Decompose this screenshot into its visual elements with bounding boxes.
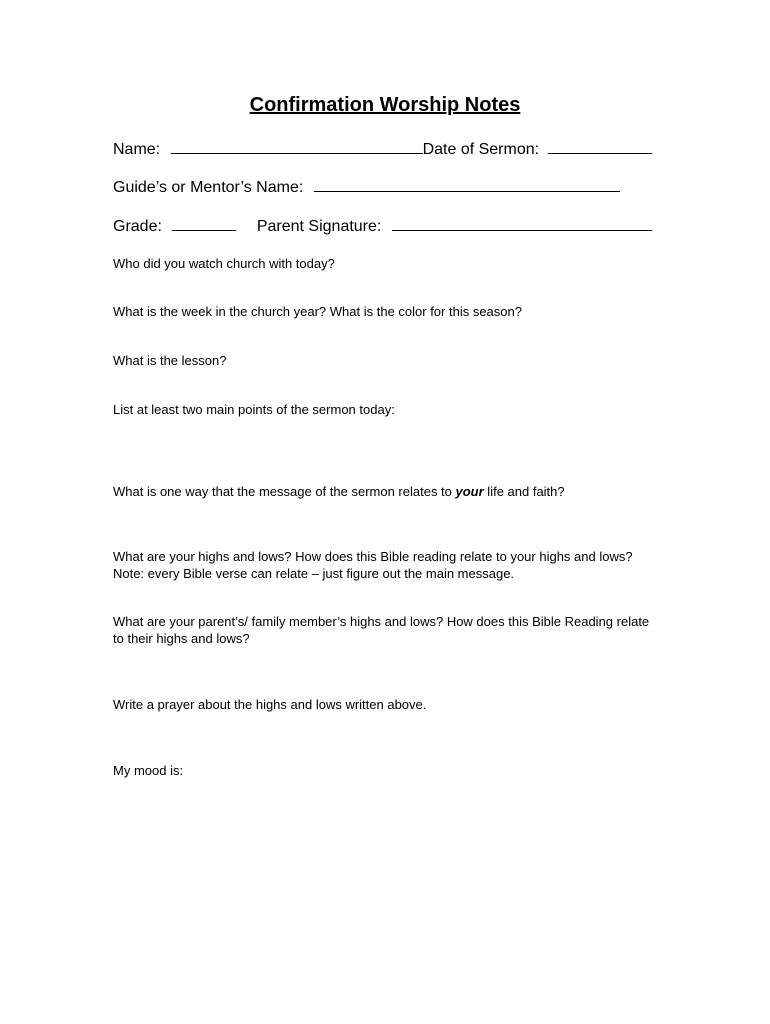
- question-sermon-points: List at least two main points of the sermon today:: [113, 402, 395, 417]
- question-sermon-relates-text-1: What is one way that the message of the sermon relates to: [113, 484, 456, 499]
- question-sermon-relates-text-2: life and faith?: [483, 484, 565, 499]
- name-date-row: [113, 139, 652, 160]
- guide-label: Guide’s or Mentor’s Name:: [113, 179, 304, 196]
- question-sermon-relates-emphasis: your: [455, 484, 484, 499]
- question-sermon-relates: [113, 483, 653, 500]
- guide-row: [113, 177, 620, 198]
- question-who-watched: Who did you watch church with today?: [113, 256, 335, 271]
- page-title: Confirmation Worship Notes: [249, 94, 521, 116]
- date-blank[interactable]: [548, 139, 652, 154]
- name-blank[interactable]: [171, 139, 423, 154]
- grade-blank[interactable]: [172, 216, 236, 231]
- question-prayer: Write a prayer about the highs and lows written above.: [113, 697, 427, 712]
- question-mood: My mood is:: [113, 763, 184, 778]
- grade-label: Grade:: [113, 218, 162, 235]
- parent-signature-label: Parent Signature:: [256, 218, 382, 235]
- question-highs-lows: What are your highs and lows? How does this Bible reading relate to your highs and lows? Note: every Bible verse can relate – just figure out the main message.: [113, 549, 633, 581]
- question-family-highs-lows: What are your parent’s/ family member’s highs and lows? How does this Bible Reading relate to their highs and lows?: [113, 614, 650, 646]
- name-label: Name:: [113, 141, 161, 158]
- grade-parent-row: [113, 216, 652, 237]
- parent-signature-blank[interactable]: [392, 216, 652, 231]
- date-label: Date of Sermon:: [422, 141, 540, 158]
- question-church-year: What is the week in the church year? What is the color for this season?: [113, 304, 522, 319]
- guide-blank[interactable]: [314, 177, 620, 192]
- question-lesson: What is the lesson?: [113, 353, 227, 368]
